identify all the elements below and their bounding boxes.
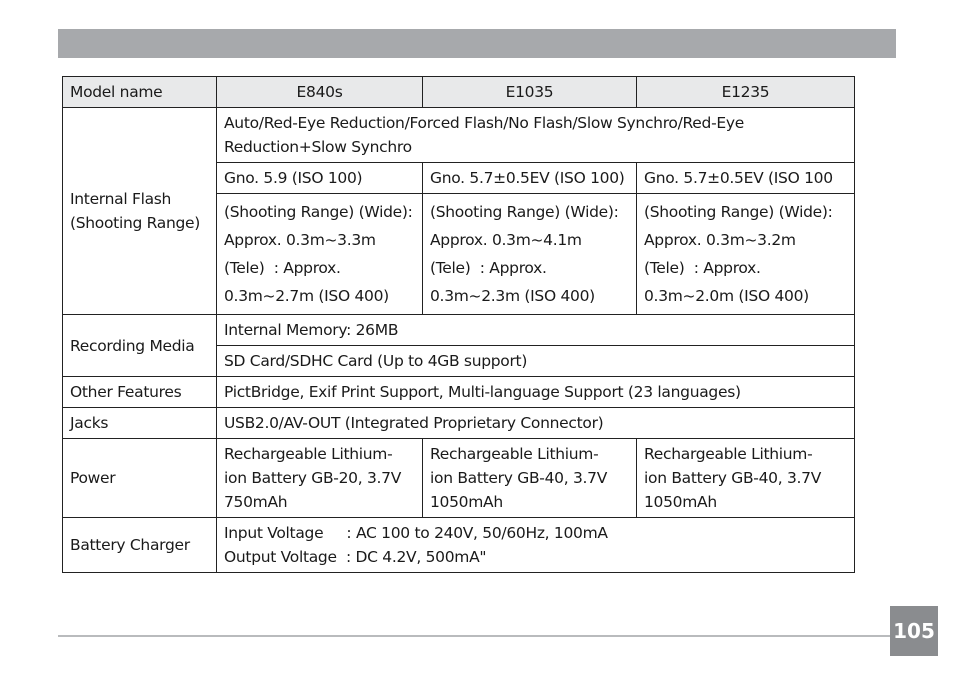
recording-internal-cell: Internal Memory: 26MB [217,315,855,346]
range-cell [637,194,855,315]
row-label-flash [63,108,217,315]
footer-divider [58,635,892,637]
page-number: 105 [890,606,938,656]
gno-cell: Gno. 5.9 (ISO 100) [217,163,423,194]
table-row [63,408,855,439]
text-line: 1050mAh [644,493,717,511]
gno-cell: Gno. 5.7±0.5EV (ISO 100) [423,163,637,194]
text-line: (Tele) : Approx. [644,259,761,277]
recording-sd-cell: SD Card/SDHC Card (Up to 4GB support) [217,346,855,377]
table-row [63,315,855,346]
charger-cell [217,518,855,573]
range-cell [217,194,423,315]
header-cell: E1035 [423,77,637,108]
text-line: 0.3m~2.7m (ISO 400) [224,287,389,305]
text-line: Output Voltage : DC 4.2V, 500mA" [224,548,487,566]
label-line: Internal Flash [70,190,172,208]
flash-modes-cell [217,108,855,163]
text-line: (Shooting Range) (Wide): [224,203,413,221]
spec-table [62,76,855,573]
row-label-other: Other Features [63,377,217,408]
text-line: Reduction+Slow Synchro [224,138,412,156]
other-features-cell: PictBridge, Exif Print Support, Multi-language Support (23 languages) [217,377,855,408]
text-line: Rechargeable Lithium- [430,445,599,463]
header-cell: Model name [63,77,217,108]
text-line: 1050mAh [430,493,503,511]
text-line: (Shooting Range) (Wide): [430,203,619,221]
header-cell: E1235 [637,77,855,108]
range-cell [423,194,637,315]
table-row [63,518,855,573]
text-line: Rechargeable Lithium- [644,445,813,463]
text-line: Approx. 0.3m~4.1m [430,231,582,249]
power-cell [217,439,423,518]
gno-cell: Gno. 5.7±0.5EV (ISO 100 [637,163,855,194]
label-line: (Shooting Range) [70,214,201,232]
table-row [63,377,855,408]
row-label-recording: Recording Media [63,315,217,377]
row-label-power: Power [63,439,217,518]
power-cell [423,439,637,518]
text-line: Input Voltage : AC 100 to 240V, 50/60Hz, 100mA [224,524,608,542]
header-cell: E840s [217,77,423,108]
text-line: 0.3m~2.3m (ISO 400) [430,287,595,305]
text-line: Approx. 0.3m~3.3m [224,231,376,249]
table-header-row [63,77,855,108]
row-label-charger: Battery Charger [63,518,217,573]
table-row [63,108,855,163]
text-line: (Tele) : Approx. [224,259,341,277]
text-line: Auto/Red-Eye Reduction/Forced Flash/No Flash/Slow Synchro/Red-Eye [224,114,744,132]
text-line: ion Battery GB-40, 3.7V [644,469,822,487]
text-line: Rechargeable Lithium- [224,445,393,463]
text-line: 750mAh [224,493,288,511]
text-line: (Shooting Range) (Wide): [644,203,833,221]
text-line: (Tele) : Approx. [430,259,547,277]
section-header-bar [58,29,896,58]
power-cell [637,439,855,518]
text-line: 0.3m~2.0m (ISO 400) [644,287,809,305]
jacks-cell: USB2.0/AV-OUT (Integrated Proprietary Connector) [217,408,855,439]
text-line: Approx. 0.3m~3.2m [644,231,796,249]
row-label-jacks: Jacks [63,408,217,439]
text-line: ion Battery GB-20, 3.7V [224,469,402,487]
table-row [63,439,855,518]
text-line: ion Battery GB-40, 3.7V [430,469,608,487]
